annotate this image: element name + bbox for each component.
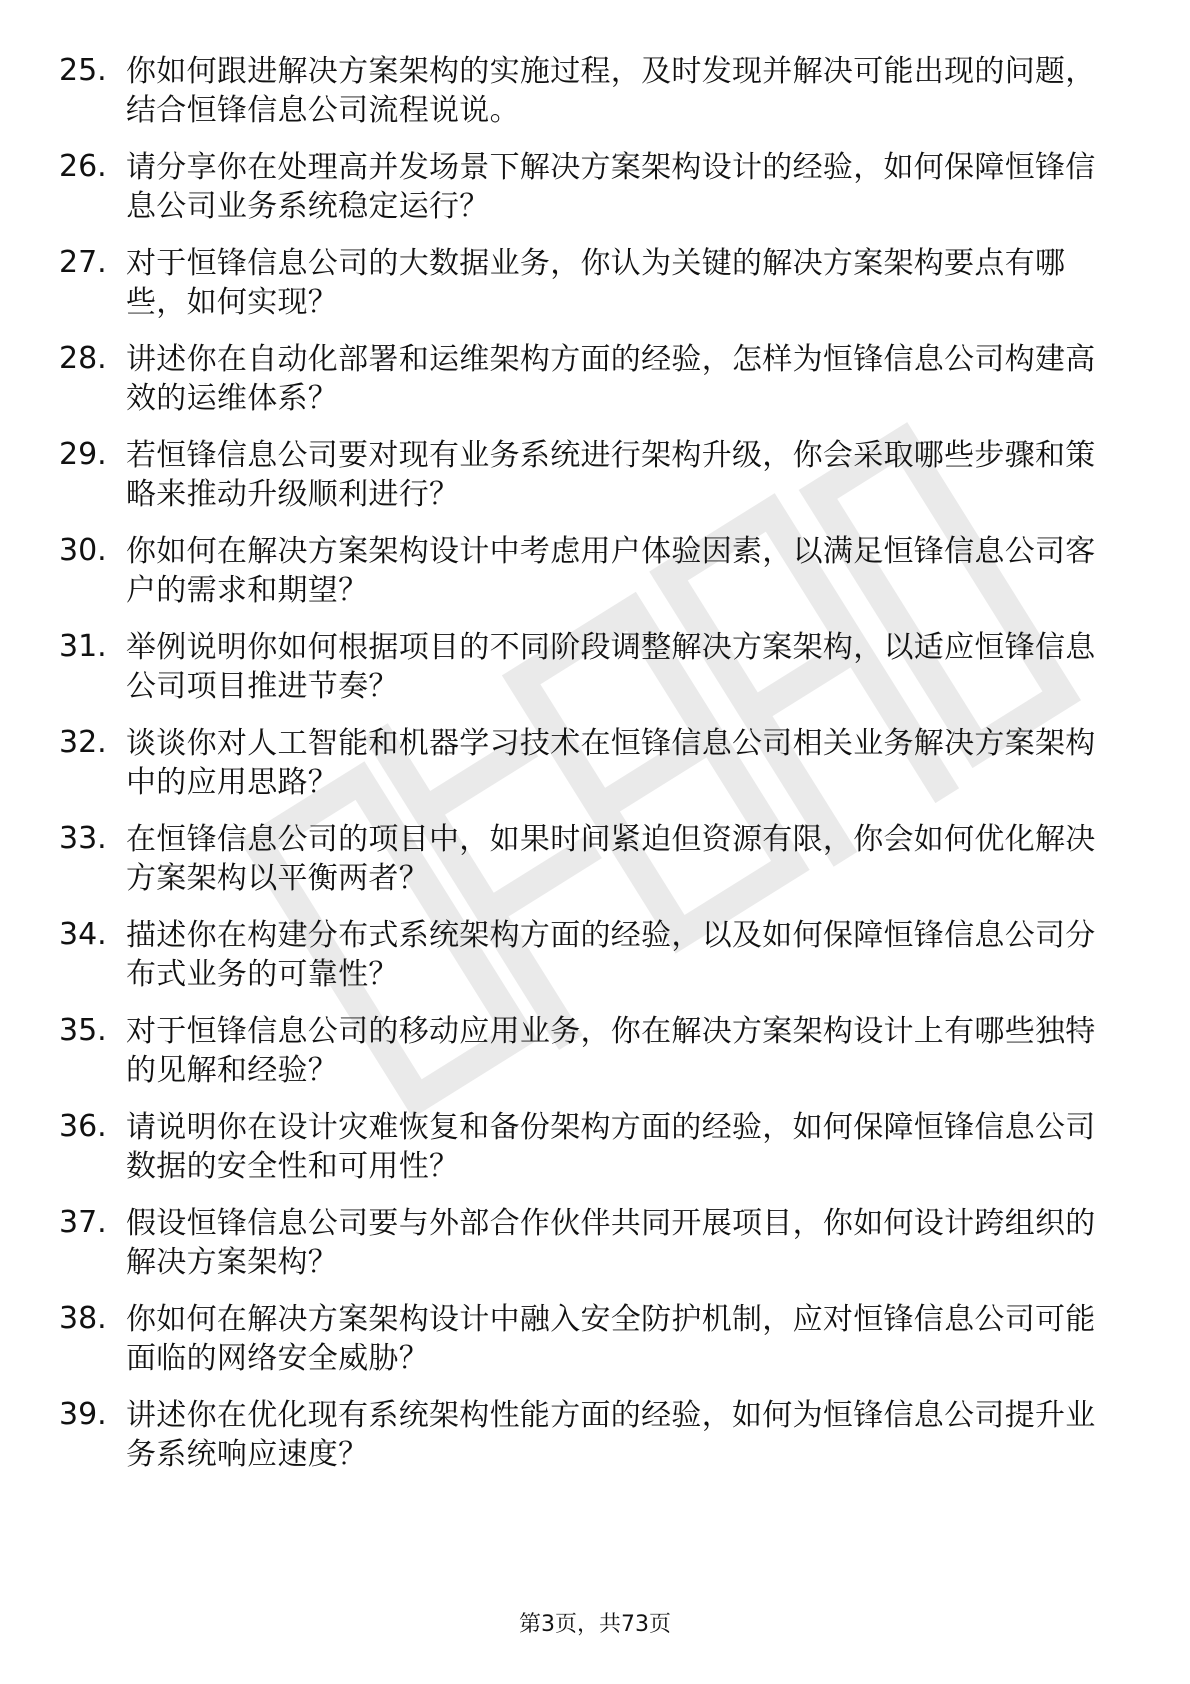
- question-item: [59, 1204, 1119, 1300]
- question-number: 28.: [59, 341, 107, 376]
- question-text: 请分享你在处理高并发场景下解决方案架构设计的经验，如何保障恒锋信息公司业务系统稳定运行？: [126, 150, 1096, 224]
- page-number-label: 第3页，共73页: [519, 1612, 671, 1637]
- question-text: 你如何跟进解决方案架构的实施过程，及时发现并解决可能出现的问题，结合恒锋信息公司流程说说。: [126, 54, 1096, 128]
- question-text: 你如何在解决方案架构设计中融入安全防护机制，应对恒锋信息公司可能面临的网络安全威胁？: [126, 1302, 1096, 1376]
- question-text: 描述你在构建分布式系统架构方面的经验，以及如何保障恒锋信息公司分布式业务的可靠性？: [126, 918, 1096, 992]
- question-text: 在恒锋信息公司的项目中，如果时间紧迫但资源有限，你会如何优化解决方案架构以平衡两者？: [126, 822, 1096, 896]
- question-number: 29.: [59, 437, 107, 472]
- question-item: [59, 1108, 1119, 1204]
- question-text: 对于恒锋信息公司的移动应用业务，你在解决方案架构设计上有哪些独特的见解和经验？: [126, 1014, 1096, 1088]
- question-number: 25.: [59, 53, 107, 88]
- question-item: [59, 724, 1119, 820]
- question-number: 27.: [59, 245, 107, 280]
- question-list: [59, 52, 1119, 1492]
- question-item: [59, 1300, 1119, 1396]
- question-text: 对于恒锋信息公司的大数据业务，你认为关键的解决方案架构要点有哪些，如何实现？: [126, 246, 1066, 320]
- question-number: 32.: [59, 725, 107, 760]
- question-item: [59, 436, 1119, 532]
- question-text: 讲述你在自动化部署和运维架构方面的经验，怎样为恒锋信息公司构建高效的运维体系？: [126, 342, 1096, 416]
- question-text: 你如何在解决方案架构设计中考虑用户体验因素，以满足恒锋信息公司客户的需求和期望？: [126, 534, 1096, 608]
- question-item: [59, 1396, 1119, 1492]
- question-number: 36.: [59, 1109, 107, 1144]
- question-text: 讲述你在优化现有系统架构性能方面的经验，如何为恒锋信息公司提升业务系统响应速度？: [126, 1398, 1096, 1472]
- question-text: 谈谈你对人工智能和机器学习技术在恒锋信息公司相关业务解决方案架构中的应用思路？: [126, 726, 1096, 800]
- question-item: [59, 916, 1119, 1012]
- question-number: 38.: [59, 1301, 107, 1336]
- question-item: [59, 820, 1119, 916]
- question-text: 假设恒锋信息公司要与外部合作伙伴共同开展项目，你如何设计跨组织的解决方案架构？: [126, 1206, 1096, 1280]
- question-number: 35.: [59, 1013, 107, 1048]
- question-text: 举例说明你如何根据项目的不同阶段调整解决方案架构，以适应恒锋信息公司项目推进节奏？: [126, 630, 1096, 704]
- question-number: 37.: [59, 1205, 107, 1240]
- question-number: 30.: [59, 533, 107, 568]
- question-number: 33.: [59, 821, 107, 856]
- question-item: [59, 340, 1119, 436]
- question-text: 若恒锋信息公司要对现有业务系统进行架构升级，你会采取哪些步骤和策略来推动升级顺利进行？: [126, 438, 1096, 512]
- question-item: [59, 148, 1119, 244]
- question-item: [59, 52, 1119, 148]
- question-item: [59, 244, 1119, 340]
- page-footer: [0, 1610, 1190, 1640]
- question-item: [59, 1012, 1119, 1108]
- question-item: [59, 628, 1119, 724]
- question-text: 请说明你在设计灾难恢复和备份架构方面的经验，如何保障恒锋信息公司数据的安全性和可用性？: [126, 1110, 1096, 1184]
- question-number: 26.: [59, 149, 107, 184]
- question-number: 39.: [59, 1397, 107, 1432]
- question-number: 34.: [59, 917, 107, 952]
- question-item: [59, 532, 1119, 628]
- question-number: 31.: [59, 629, 107, 664]
